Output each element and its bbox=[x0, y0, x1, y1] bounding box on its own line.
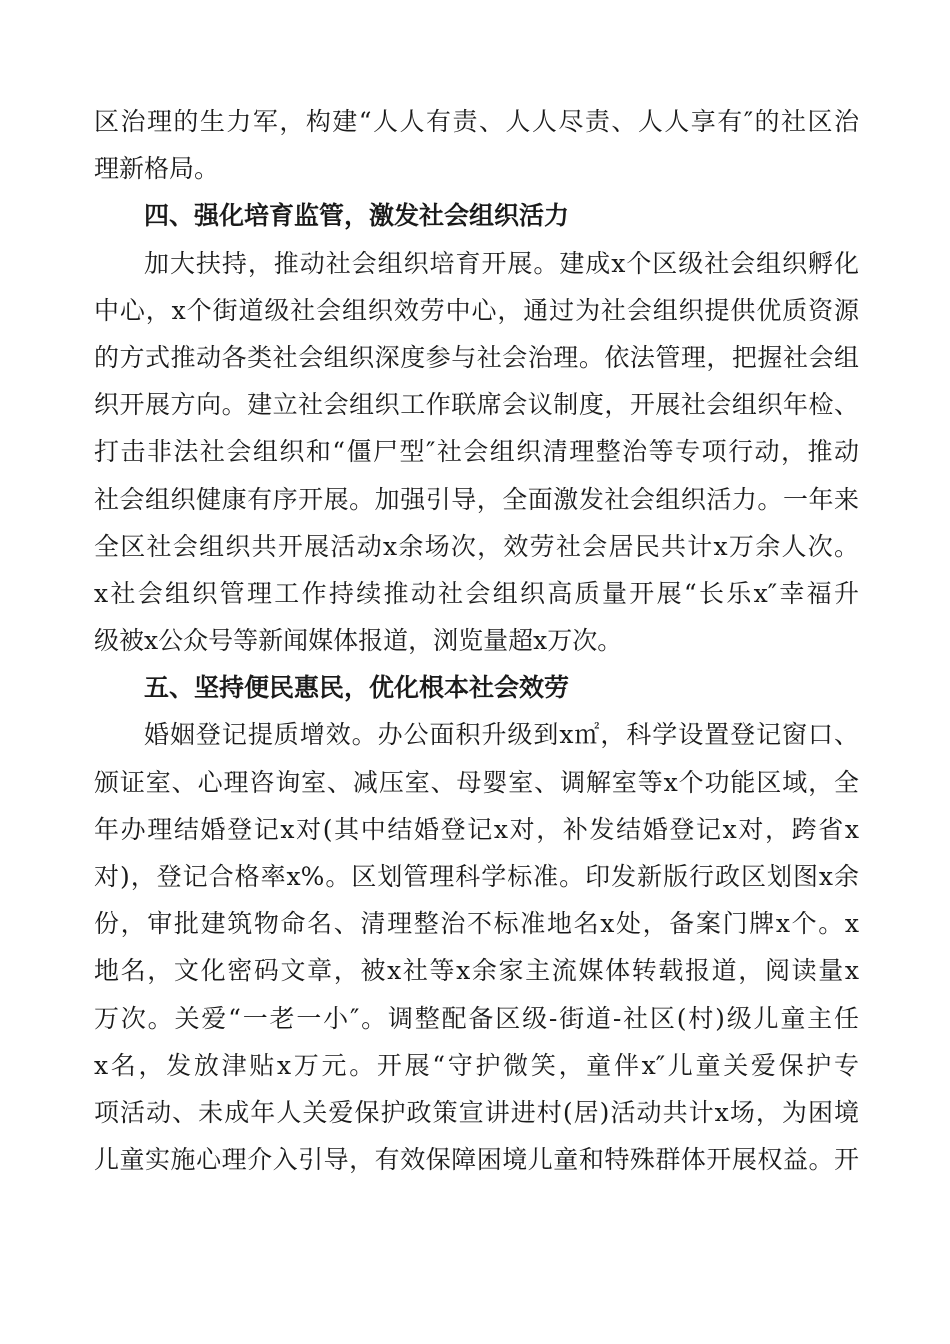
body-text-line: 地名，文化密码文章，被x社等x余家主流媒体转载报道，阅读量x bbox=[94, 956, 859, 986]
body-text-line: 织开展方向。建立社会组织工作联席会议制度，开展社会组织年检、 bbox=[94, 390, 859, 420]
section-heading: 四、强化培育监管，激发社会组织活力 bbox=[144, 201, 570, 231]
body-text-line: 份，审批建筑物命名、清理整治不标准地名x处，备案门牌x个。x bbox=[94, 909, 859, 939]
section-heading: 五、坚持便民惠民，优化根本社会效劳 bbox=[144, 673, 570, 703]
document-page bbox=[94, 98, 859, 1183]
body-text-line: 年办理结婚登记x对(其中结婚登记x对，补发结婚登记x对，跨省x bbox=[94, 814, 859, 844]
body-text-line: 理新格局。 bbox=[94, 154, 220, 184]
body-text-line: 级被x公众号等新闻媒体报道，浏览量超x万次。 bbox=[94, 626, 623, 656]
body-text-line: 中心，x个街道级社会组织效劳中心，通过为社会组织提供优质资源 bbox=[94, 295, 859, 325]
paragraph-first-line: 婚姻登记提质增效。办公面积升级到x㎡，科学设置登记窗口、 bbox=[144, 720, 859, 750]
body-text-line: 社会组织健康有序开展。加强引导，全面激发社会组织活力。一年来 bbox=[94, 484, 859, 514]
body-text-line: 对)，登记合格率x%。区划管理科学标准。印发新版行政区划图x余 bbox=[94, 862, 859, 891]
body-text-line: 项活动、未成年人关爱保护政策宣讲进村(居)活动共计x场，为困境 bbox=[94, 1097, 859, 1127]
body-text-line: 打击非法社会组织和“僵尸型″社会组织清理整治等专项行动，推动 bbox=[94, 437, 859, 467]
body-text-line: 的方式推动各类社会组织深度参与社会治理。依法管理，把握社会组 bbox=[94, 342, 859, 372]
body-text-line: 颁证室、心理咨询室、减压室、母婴室、调解室等x个功能区域，全 bbox=[94, 767, 859, 797]
body-text-line: x社会组织管理工作持续推动社会组织高质量开展“长乐x″幸福升 bbox=[94, 578, 859, 608]
body-text-line: 区治理的生力军，构建“人人有责、人人尽责、人人享有″的社区治 bbox=[94, 107, 859, 136]
body-text-line: 全区社会组织共开展活动x余场次，效劳社会居民共计x万余人次。 bbox=[94, 531, 859, 561]
body-text-line: 万次。关爱“一老一小″。调整配备区级-街道-社区(村)级儿童主任 bbox=[94, 1003, 859, 1033]
body-text-line: x名，发放津贴x万元。开展“守护微笑，童伴x″儿童关爱保护专 bbox=[94, 1050, 859, 1080]
body-text-line: 儿童实施心理介入引导，有效保障困境儿童和特殊群体开展权益。开 bbox=[94, 1145, 859, 1175]
paragraph-first-line: 加大扶持，推动社会组织培育开展。建成x个区级社会组织孵化 bbox=[144, 248, 859, 278]
